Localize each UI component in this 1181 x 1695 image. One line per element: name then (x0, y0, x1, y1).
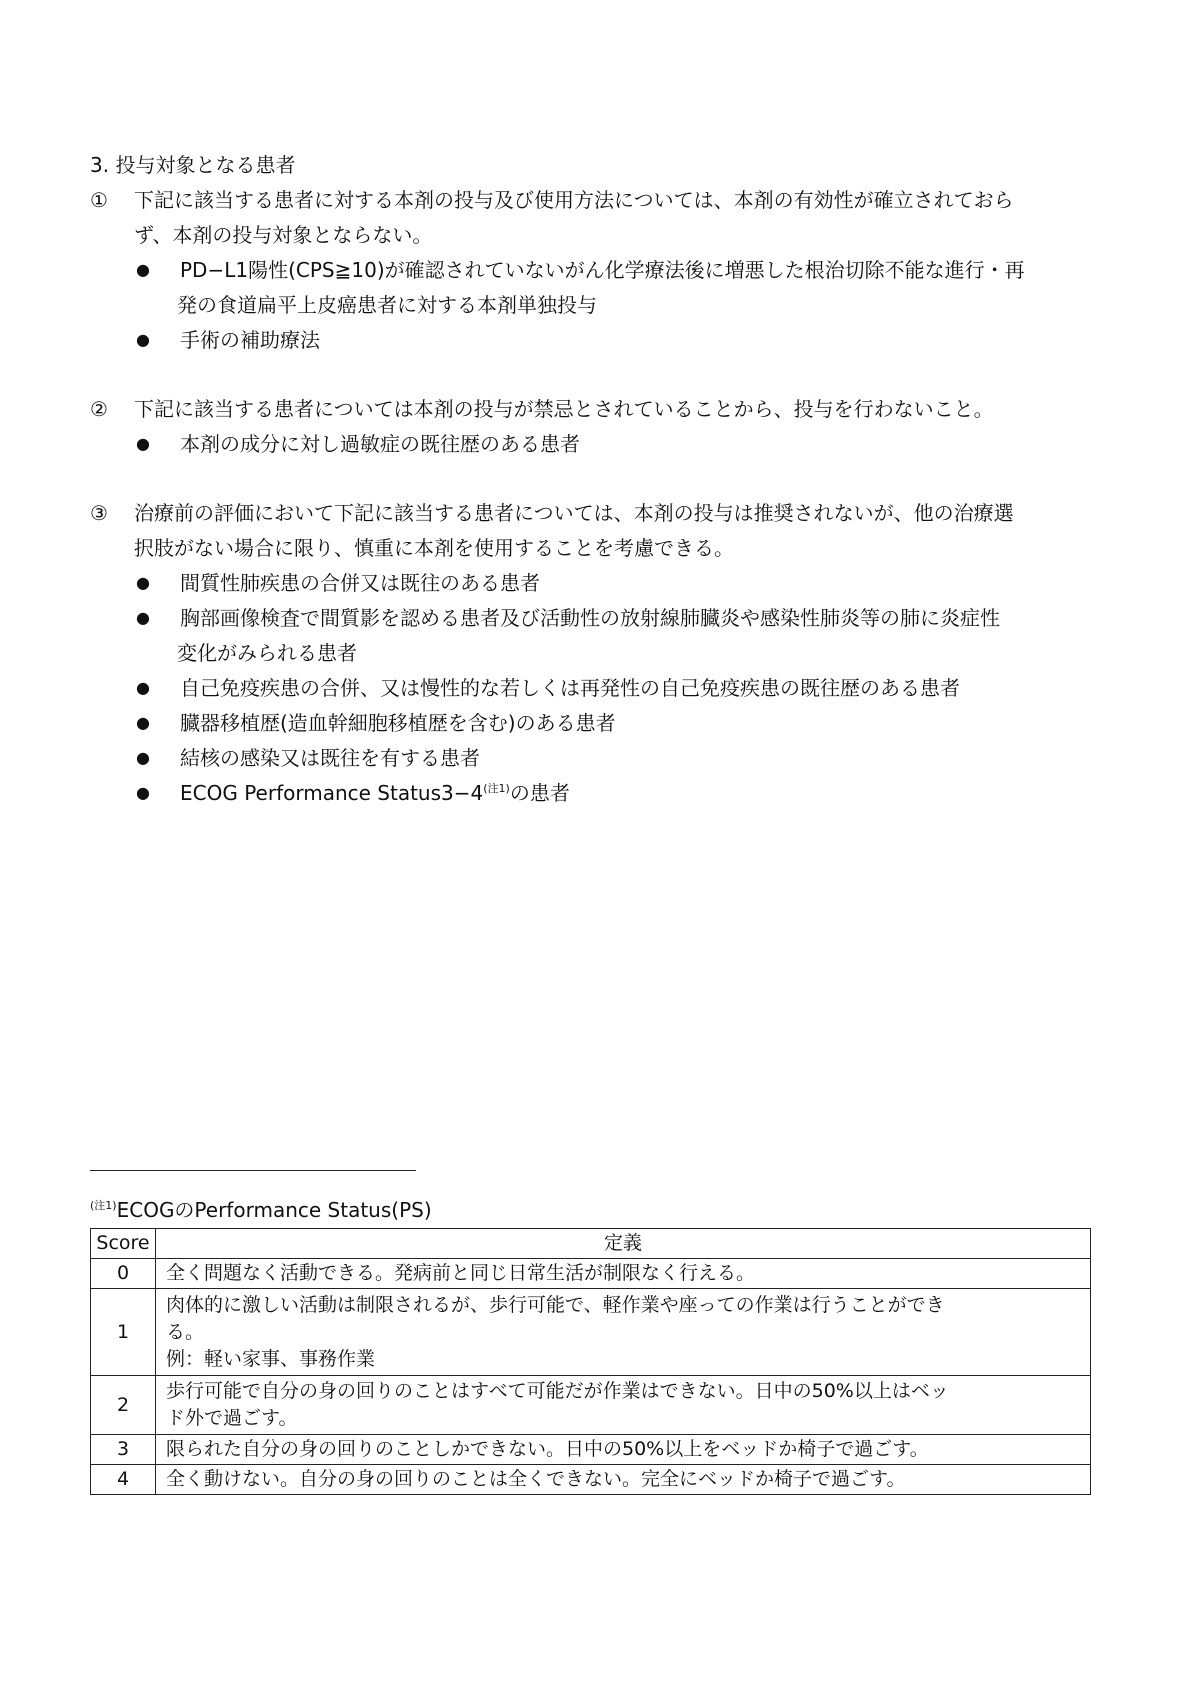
section3-marker: ③ (90, 501, 108, 525)
score-cell: 1 (91, 1289, 156, 1376)
table-row (91, 1465, 1091, 1495)
header-score: Score (91, 1229, 156, 1259)
section1-text: ず、本剤の投与対象とならない。 (134, 223, 433, 247)
footnote-marker: (注1) (90, 1199, 117, 1212)
bullet-icon: ● (136, 608, 150, 627)
section-heading: 3. 投与対象となる患者 (90, 153, 296, 177)
section3-text: 治療前の評価において下記に該当する患者については、本剤の投与は推奨されないが、他の治療選 (134, 501, 1014, 525)
bullet-icon: ● (136, 678, 150, 697)
bullet-icon: ● (136, 434, 150, 453)
table-header-row (91, 1229, 1091, 1259)
bullet-icon: ● (136, 330, 150, 349)
table-row (91, 1376, 1091, 1435)
definition-cell (156, 1259, 1091, 1289)
footnote-divider (90, 1170, 416, 1171)
ecog-suffix: の患者 (509, 781, 570, 805)
section2-text: 下記に該当する患者については本剤の投与が禁忌とされていることから、投与を行わないこと。 (134, 397, 994, 421)
bullet-icon: ● (136, 748, 150, 767)
bullet-text (180, 780, 570, 806)
bullet-text: 本剤の成分に対し過敏症の既往歴のある患者 (180, 432, 580, 456)
bullet-text: 間質性肺疾患の合併又は既往のある患者 (180, 571, 540, 595)
header-definition: 定義 (156, 1229, 1091, 1259)
definition-line: 全く問題なく活動できる。発病前と同じ日常生活が制限なく行える。 (166, 1262, 756, 1284)
definition-cell (156, 1435, 1091, 1465)
bullet-icon: ● (136, 573, 150, 592)
bullet-text: 胸部画像検査で間質影を認める患者及び活動性の放射線肺臓炎や感染性肺炎等の肺に炎症性 (180, 606, 1000, 630)
bullet-text: 結核の感染又は既往を有する患者 (180, 746, 480, 770)
bullet-icon: ● (136, 260, 150, 279)
table-row (91, 1435, 1091, 1465)
table-row (91, 1259, 1091, 1289)
score-cell: 3 (91, 1435, 156, 1465)
ecog-ps-table (90, 1228, 1091, 1495)
footnote-title (90, 1197, 432, 1223)
bullet-text: 手術の補助療法 (180, 328, 320, 352)
definition-cell (156, 1465, 1091, 1495)
bullet-text: 変化がみられる患者 (177, 641, 357, 665)
table-row (91, 1289, 1091, 1376)
score-cell: 4 (91, 1465, 156, 1495)
definition-line: 限られた自分の身の回りのことしかできない。日中の50%以上をベッドか椅子で過ごす。 (166, 1438, 929, 1460)
score-cell: 0 (91, 1259, 156, 1289)
footnote-title-text: ECOGのPerformance Status(PS) (116, 1198, 432, 1222)
ecog-text: ECOG Performance Status3−4 (180, 781, 484, 805)
section1-text: 下記に該当する患者に対する本剤の投与及び使用方法については、本剤の有効性が確立されておら (134, 188, 1014, 212)
definition-line: 全く動けない。自分の身の回りのことは全くできない。完全にベッドか椅子で過ごす。 (166, 1468, 906, 1490)
bullet-icon: ● (136, 713, 150, 732)
section2-marker: ② (90, 397, 108, 421)
score-cell: 2 (91, 1376, 156, 1435)
definition-cell (156, 1289, 1091, 1376)
bullet-text: PD−L1陽性(CPS≧10)が確認されていないがん化学療法後に増悪した根治切除不能な進行・再 (180, 258, 1025, 282)
bullet-text: 自己免疫疾患の合併、又は慢性的な若しくは再発性の自己免疫疾患の既往歴のある患者 (180, 676, 960, 700)
section1-marker: ① (90, 188, 108, 212)
bullet-text: 発の食道扁平上皮癌患者に対する本剤単独投与 (177, 293, 597, 317)
definition-line: ド外で過ごす。 (166, 1407, 298, 1429)
definition-line: 肉体的に激しい活動は制限されるが、歩行可能で、軽作業や座っての作業は行うことができ (166, 1293, 945, 1316)
definition-line: る。 (166, 1320, 205, 1343)
footnote-ref[interactable]: (注1) (483, 782, 510, 795)
bullet-text: 臓器移植歴(造血幹細胞移植歴を含む)のある患者 (180, 711, 616, 735)
definition-line: 例：軽い家事、事務作業 (166, 1347, 376, 1370)
bullet-icon: ● (136, 783, 150, 802)
definition-cell (156, 1376, 1091, 1435)
definition-line: 歩行可能で自分の身の回りのことはすべて可能だが作業はできない。日中の50%以上はベッ (166, 1380, 949, 1402)
section3-text: 択肢がない場合に限り、慎重に本剤を使用することを考慮できる。 (134, 536, 734, 560)
